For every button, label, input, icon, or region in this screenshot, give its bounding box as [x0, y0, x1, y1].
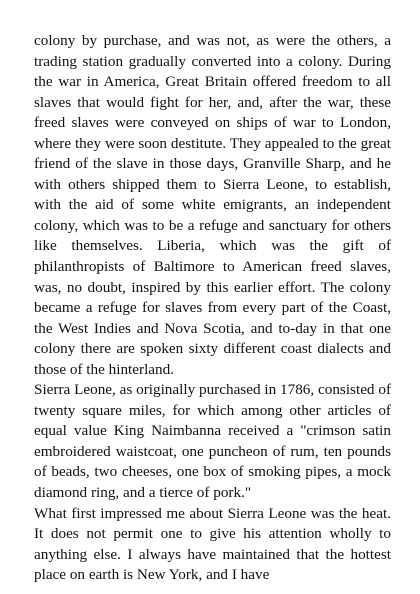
document-page — [34, 31, 391, 586]
paragraph-sierra-leone-history: colony by purchase, and was not, as were the others, a trading station gradually converted into a colony. During the war in America, Great Britain offered freedom to all slaves that would fight for her, and, after the war, these freed slaves were conveyed on ships of war to London, where they were soon destitute. They appealed to the great friend of the slave in those days, Granville Sharp, and he with others shipped them to Sierra Leone, to establish, with the aid of some white emigrants, an independent colony, which was to be a refuge and sanctuary for others like themselves. Liberia, which was the gift of philanthropists of Baltimore to American freed slaves, was, no doubt, inspired by this earlier effort. The colony became a refuge for slaves from every part of the Coast, the West Indies and Nova Scotia, and to-day in that one colony there are spoken sixty different coast dialects and those of the hinterland. — [34, 32, 391, 378]
paragraph-purchase-1786: Sierra Leone, as originally purchased in 1786, consisted of twenty square miles, for which among other articles of equal value King Naimbanna received a "crimson satin embroidered waistcoat, one puncheon of rum, ten pounds of beads, two cheeses, one box of smoking pipes, a mock diamond ring, and a tierce of pork." — [34, 381, 391, 502]
paragraph-heat-impression: What first impressed me about Sierra Leone was the heat. It does not permit one to give his attention wholly to anything else. I always have maintained that the hottest place on earth is New York, and I have — [34, 504, 391, 584]
